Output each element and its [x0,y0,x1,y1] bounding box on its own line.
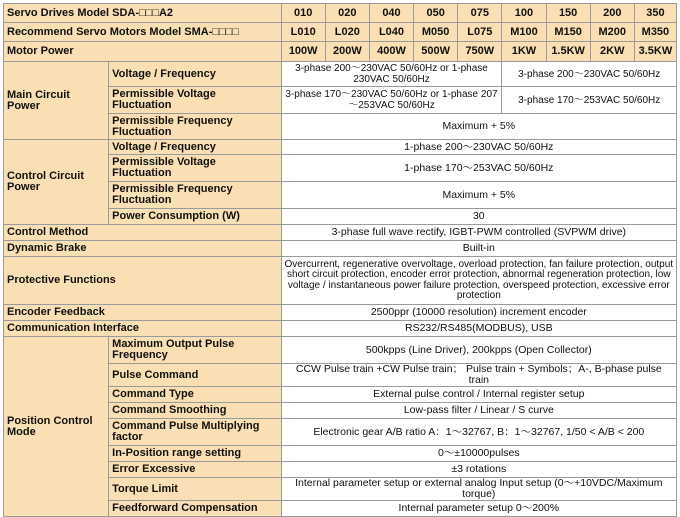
motor-cell: L010 [281,23,325,42]
position-item-label: In-Position range setting [109,446,281,462]
encoder-value: 2500ppr (10000 resolution) increment encoder [281,305,676,321]
model-cell: 200 [590,4,634,23]
control-circuit-label: Control Circuit Power [4,140,109,225]
spec-table-container [3,3,677,517]
model-cell: 150 [546,4,590,23]
position-item-value: 500kpps (Line Driver), 200kpps (Open Collector) [281,337,676,364]
motor-cell: L040 [369,23,413,42]
power-cell: 400W [369,42,413,62]
control-perm-voltage-value: 1-phase 170～253VAC 50/60Hz [281,155,676,182]
power-cell: 750W [458,42,502,62]
power-cell: 1.5KW [546,42,590,62]
position-item-value: External pulse control / Internal register setup [281,387,676,403]
power-cell: 200W [325,42,369,62]
main-voltage-value-b: 3-phase 200～230VAC 50/60Hz [502,62,677,87]
power-label: Motor Power [4,42,282,62]
protective-value: Overcurrent, regenerative overvoltage, overload protection, fan failure protection, output short circuit protection, encoder error protection, abnormal regeneration protection, low voltage / instantaneous power failure protection, overspeed protection, excessive error protection [281,257,676,305]
position-item-value: Internal parameter setup 0～200% [281,501,676,517]
motor-cell: M100 [502,23,546,42]
control-perm-freq-label: Permissible Frequency Fluctuation [109,182,281,209]
power-cell: 100W [281,42,325,62]
position-item-value: ±3 rotations [281,462,676,478]
power-cell: 3.5KW [634,42,676,62]
dynamic-brake-row [4,241,677,257]
model-cell: 100 [502,4,546,23]
main-voltage-label: Voltage / Frequency [109,62,281,87]
main-voltage-value-a: 3-phase 200～230VAC 50/60Hz or 1-phase 230VAC 50/60Hz [281,62,502,87]
main-perm-freq-value: Maximum + 5% [281,114,676,140]
model-cell: 040 [369,4,413,23]
control-method-value: 3-phase full wave rectify, IGBT-PWM controlled (SVPWM drive) [281,225,676,241]
model-row [4,4,677,23]
model-cell: 020 [325,4,369,23]
position-item-label: Torque Limit [109,478,281,501]
motor-cell: M200 [590,23,634,42]
motor-cell: L020 [325,23,369,42]
main-circuit-label: Main Circuit Power [4,62,109,140]
power-consumption-value: 30 [281,209,676,225]
motor-cell: L075 [458,23,502,42]
position-item-label: Feedforward Compensation [109,501,281,517]
main-perm-voltage-value-b: 3-phase 170～253VAC 50/60Hz [502,87,677,114]
position-mode-label: Position Control Mode [4,337,109,517]
model-label: Servo Drives Model SDA-□□□A2 [4,4,282,23]
main-perm-voltage-value-a: 3-phase 170～230VAC 50/60Hz or 1-phase 207～253VAC 50/60Hz [281,87,502,114]
position-item-value: 0～±10000pulses [281,446,676,462]
model-cell: 050 [414,4,458,23]
control-voltage-row [4,140,677,155]
comm-row [4,321,677,337]
motor-label: Recommend Servo Motors Model SMA-□□□□ [4,23,282,42]
model-cell: 075 [458,4,502,23]
comm-value: RS232/RS485(MODBUS), USB [281,321,676,337]
position-item-label: Error Excessive [109,462,281,478]
encoder-row [4,305,677,321]
position-item-value: CCW Pulse train +CW Pulse train； Pulse train + Symbols；A-, B-phase pulse train [281,364,676,387]
main-voltage-row [4,62,677,87]
position-item-label: Maximum Output Pulse Frequency [109,337,281,364]
comm-label: Communication Interface [4,321,282,337]
position-item-value: Internal parameter setup or external analog Input setup (0～+10VDC/Maximum torque) [281,478,676,501]
dynamic-brake-value: Built-in [281,241,676,257]
power-cell: 2KW [590,42,634,62]
control-voltage-label: Voltage / Frequency [109,140,281,155]
model-cell: 010 [281,4,325,23]
motor-row [4,23,677,42]
main-perm-voltage-label: Permissible Voltage Fluctuation [109,87,281,114]
encoder-label: Encoder Feedback [4,305,282,321]
control-method-row [4,225,677,241]
position-item-label: Command Pulse Multiplying factor [109,419,281,446]
position-item-label: Pulse Command [109,364,281,387]
position-item-label: Command Smoothing [109,403,281,419]
motor-cell: M050 [414,23,458,42]
power-cell: 500W [414,42,458,62]
control-voltage-value: 1-phase 200～230VAC 50/60Hz [281,140,676,155]
main-perm-freq-label: Permissible Frequency Fluctuation [109,114,281,140]
position-item-value: Electronic gear A/B ratio A：1～32767, B：1～32767, 1/50 < A/B < 200 [281,419,676,446]
motor-cell: M350 [634,23,676,42]
protective-row [4,257,677,305]
power-row [4,42,677,62]
servo-drive-spec-table [3,3,677,517]
power-consumption-label: Power Consumption (W) [109,209,281,225]
model-cell: 350 [634,4,676,23]
motor-cell: M150 [546,23,590,42]
position-item-label: Command Type [109,387,281,403]
control-perm-voltage-label: Permissible Voltage Fluctuation [109,155,281,182]
protective-label: Protective Functions [4,257,282,305]
power-cell: 1KW [502,42,546,62]
position-row [4,337,677,364]
control-perm-freq-value: Maximum + 5% [281,182,676,209]
dynamic-brake-label: Dynamic Brake [4,241,282,257]
position-item-value: Low-pass filter / Linear / S curve [281,403,676,419]
control-method-label: Control Method [4,225,282,241]
